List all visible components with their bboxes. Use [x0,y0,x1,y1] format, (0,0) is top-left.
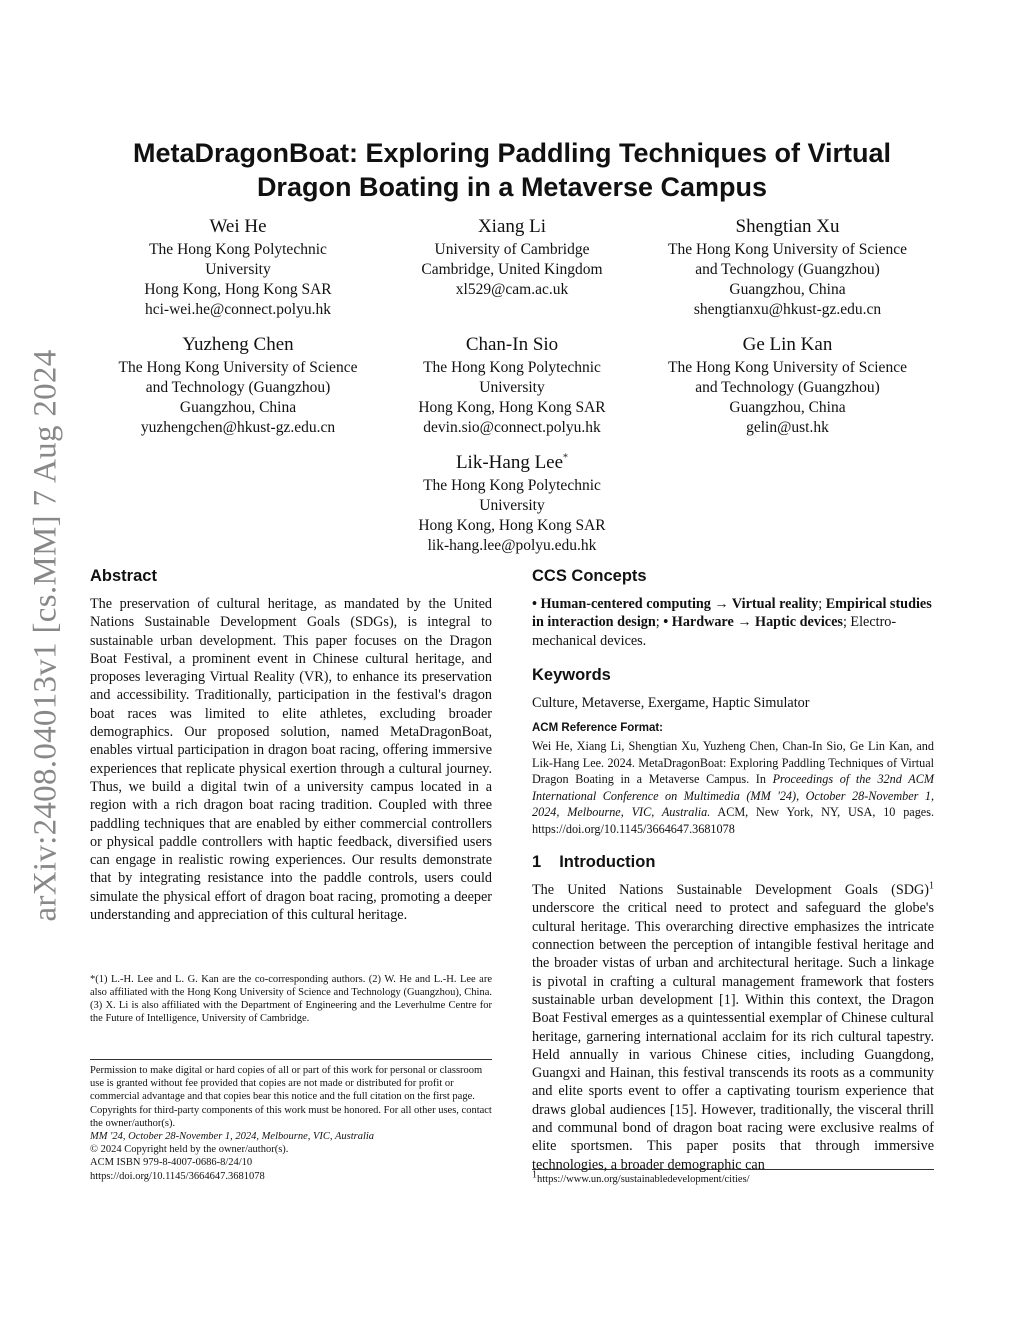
venue-line: MM '24, October 28-November 1, 2024, Melbourne, VIC, Australia [90,1131,375,1143]
footnote-mark: 1 [929,880,934,892]
author-block [392,214,632,300]
author-email: hci-wei.he@connect.polyu.hk [144,301,331,318]
ccs-concept-3: • Hardware → Haptic devices [663,614,843,631]
author-affiliation: and Technology (Guangzhou) [145,379,331,396]
author-location: Hong Kong, Hong Kong SAR [144,281,332,298]
intro-text-b: underscore the critical need to protect and safeguard the globe's cultural heritage. This overarching directive emphasizes the intricate connection between the perception of intangible festival heritage and the broader vistas of urban and architectural heritage. Such a linkage is pivotal in crafting a cultural management framework that fosters sustainable urban development [1]. Within this context, the Dragon Boat Festival emerges as a quintessential exemplar of Chinese cultural heritage, garnering international acclaim for its rich cultural tapestry. Held annually in various Chinese cities, including Guangdong, Guangxi and Hainan, this festival transcends its roots as a community and elite sports event to offer a captivating tourism experience that draws global audiences [15]. However, traditionally, the visceral thrill and communal bond of dragon boat racing were exclusive realms of elite sportsmen. This paper posits that through immersive technologies, a broader demographic can [532,900,934,1173]
author-affiliation: The Hong Kong Polytechnic [149,241,327,258]
author-affiliation: and Technology (Guangzhou) [695,261,880,278]
author-affiliation: University of Cambridge [434,241,590,258]
author-block [392,332,632,438]
author-location: Cambridge, United Kingdom [421,261,603,278]
corresponding-author-mark: * [563,452,569,464]
permission-block [90,1059,492,1183]
footnote-url[interactable]: https://www.un.org/sustainabledevelopment/cities/ [537,1174,750,1185]
acm-reference-part2: ACM, New York, NY, USA, 10 pages. https://doi.org/10.1145/3664647.3681078 [532,805,935,836]
introduction-heading [532,851,934,873]
isbn-line: ACM ISBN 979-8-4007-0686-8/24/10 [90,1157,253,1169]
author-location: Guangzhou, China [729,281,846,298]
author-affiliation: University [479,379,545,396]
title-line-1: MetaDragonBoat: Exploring Paddling Techniques of Virtual [132,138,892,168]
section-number: 1 [532,853,542,872]
author-block [655,332,920,438]
author-affiliation: University [205,261,271,278]
introduction-text [532,881,934,1174]
author-affiliation: and Technology (Guangzhou) [695,379,880,396]
author-name: Ge Lin Kan [742,334,833,355]
author-name: Chan-In Sio [465,334,559,355]
author-block [392,450,632,556]
ccs-separator: ; [818,596,826,612]
intro-text-a: The United Nations Sustainable Development Goals (SDG) [532,882,929,899]
author-email: lik-hang.lee@polyu.edu.hk [427,537,597,554]
ccs-concept-4: ; Electro-mechanical devices. [532,614,897,649]
author-name: Yuzheng Chen [182,334,294,355]
author-email: devin.sio@connect.polyu.hk [423,419,601,436]
author-email: yuzhengchen@hkust-gz.edu.cn [140,419,336,436]
author-email: xl529@cam.ac.uk [455,281,569,298]
doi-link[interactable]: https://doi.org/10.1145/3664647.3681078 [90,1170,265,1182]
author-location: Hong Kong, Hong Kong SAR [418,517,606,534]
permission-text: Permission to make digital or hard copies of all or part of this work for personal or classroom use is granted without fee provided that copies are not made or distributed for profit or commercial advantage and that copies bear this notice and the full citation on the first page. Copyrights for third-party components of this work must be honored. For all other uses, contact the owner/author(s). [90,1065,492,1129]
abstract-heading: Abstract [90,567,157,585]
author-affiliation: The Hong Kong University of Science [668,359,907,376]
title-line-2: Dragon Boating in a Metaverse Campus [256,172,768,202]
keywords-text: Culture, Metaverse, Exergame, Haptic Simulator [532,694,810,711]
acm-reference-proceedings: Proceedings of the 32nd ACM International Conference on Multimedia (MM '24), October 28-November 1, 2024, Melbourne, VIC, Australia. [532,772,934,820]
author-block [655,214,920,320]
author-affiliation: The Hong Kong University of Science [118,359,358,376]
author-location: Guangzhou, China [729,399,846,416]
intro-footnote [532,1169,934,1186]
acm-reference-part1: Wei He, Xiang Li, Shengtian Xu, Yuzheng Chen, Chan-In Sio, Ge Lin Kan, and Lik-Hang Lee. 2024. MetaDragonBoat: Exploring Paddling Techniques of Virtual Dragon Boating in a Metaverse Campus. In [532,739,934,787]
author-name: Xiang Li [477,216,547,237]
acm-reference-text [532,738,934,837]
author-name [392,450,632,476]
author-name: Wei He [209,216,267,237]
keywords-heading: Keywords [532,665,611,684]
ccs-concept-2: Empirical studies in interaction design [532,596,932,631]
acm-reference-label: ACM Reference Format: [532,722,663,735]
author-name-text: Lik-Hang Lee [455,452,564,473]
ccs-concepts [532,595,934,650]
ccs-separator: ; [655,614,664,631]
author-affiliation: The Hong Kong University of Science [668,241,907,258]
author-affiliation: The Hong Kong Polytechnic [423,477,601,494]
abstract-text: The preservation of cultural heritage, as mandated by the United Nations Sustainable Development Goals (SDGs), is integral to sustainable urban development. This paper focuses on the Dragon Boat Festival, a prominent event in Chinese cultural heritage, and proposes leveraging Virtual Reality (VR), to enhance its preservation and accessibility. Traditionally, participation in the festival's dragon boat races was limited to elite athletes, excluding broader demographics. Our proposed solution, named MetaDragonBoat, enables virtual participation in dragon boat racing, offering immersive experiences that replicate physical exertion through a cultural journey. Thus, we build a digital twin of a university campus located in a region with a rich dragon boat racing tradition. Coupled with three paddling techniques that are enabled by either commercial controllers or physical paddle controllers with haptic feedback, diversified users can engage in realistic rowing experiences. Our results demonstrate that by integrating resistance into the paddle controls, users could simulate the physical effort of dragon boat racing, promoting a deeper understanding and appreciation of this cultural heritage. [90,596,492,924]
author-block [108,332,368,438]
author-email: gelin@ust.hk [746,419,829,436]
footnote-mark: 1 [532,1169,537,1181]
author-name: Shengtian Xu [735,216,840,237]
author-location: Guangzhou, China [179,399,297,416]
author-location: Hong Kong, Hong Kong SAR [418,399,606,416]
ccs-heading: CCS Concepts [532,567,647,585]
ccs-concept-1: • Human-centered computing → Virtual reality [532,596,819,612]
copyright-line: © 2024 Copyright held by the owner/author(s). [90,1144,289,1156]
paper-title [90,136,934,204]
author-footnote: *(1) L.-H. Lee and L. G. Kan are the co-corresponding authors. (2) W. He and L.-H. Lee are also affiliated with the Hong Kong University of Science and Technology (Guangzhou), China. (3) X. Li is also affiliated with the Department of Engineering and the Leverhulme Centre for the Future of Intelligence, University of Cambridge. [90,974,492,1024]
author-block [108,214,368,320]
left-column [90,565,492,924]
section-title: Introduction [559,853,656,872]
author-email: shengtianxu@hkust-gz.edu.cn [693,301,882,318]
author-affiliation: The Hong Kong Polytechnic [423,359,601,376]
arxiv-identifier-text: arXiv:2408.04013v1 [cs.MM] 7 Aug 2024 [27,348,64,922]
arxiv-identifier [16,340,76,930]
author-affiliation: University [479,497,545,514]
right-column [532,565,934,1174]
